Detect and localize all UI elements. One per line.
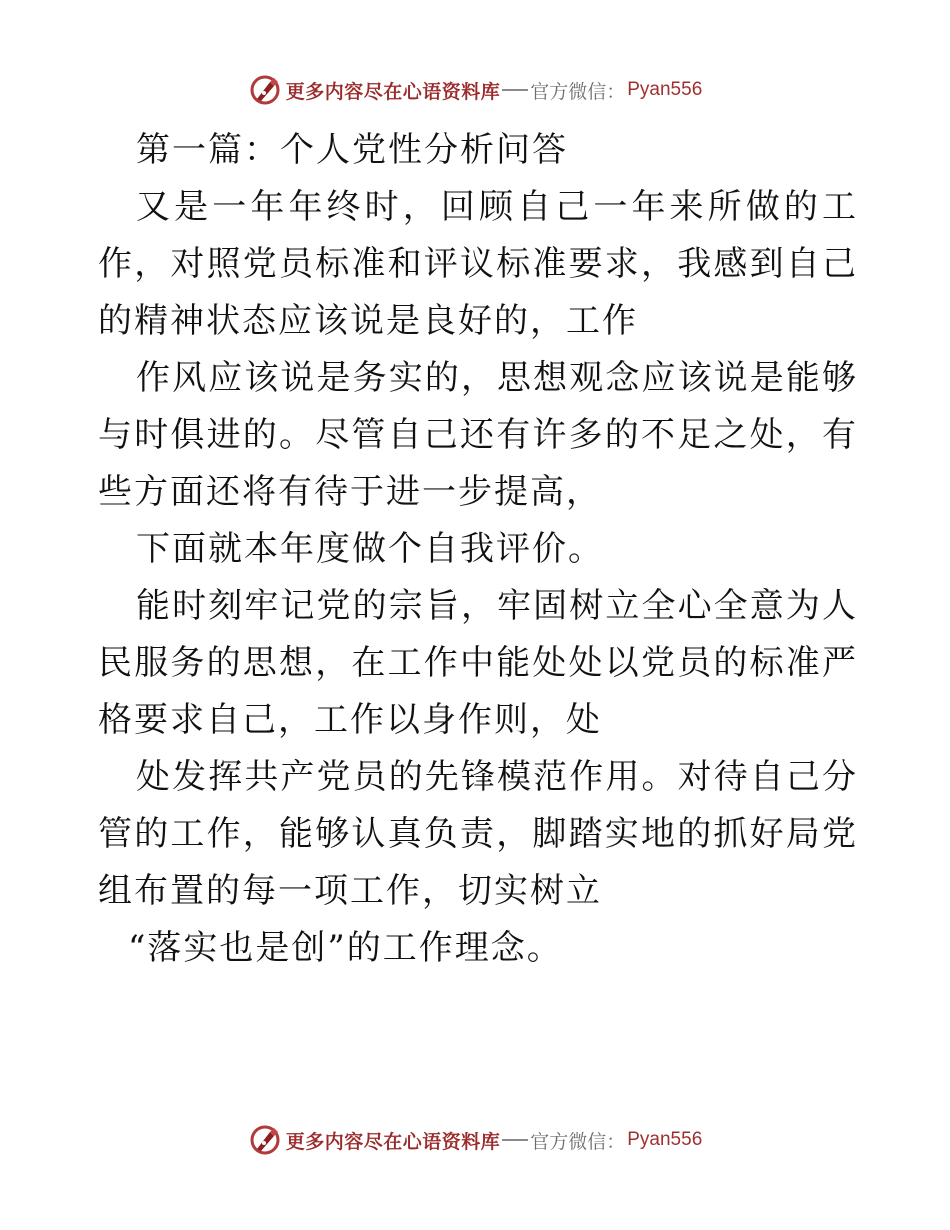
banner-text: 更多内容尽在心语资料库 bbox=[285, 80, 501, 103]
paragraph: 又是一年年终时，回顾自己一年来所做的工作，对照党员标准和评议标准要求，我感到自己的精神状态应该说是良好的，工作 bbox=[98, 187, 858, 341]
document-title: 第一篇：个人党性分析问答 bbox=[136, 130, 568, 170]
banner-dash bbox=[502, 89, 528, 91]
wechat-label: 官方微信： bbox=[530, 1130, 626, 1153]
paragraph: 作风应该说是务实的，思想观念应该说是能够与时俱进的。尽管自己还有许多的不足之处，有些方面还将有待于进一步提高， bbox=[98, 358, 858, 512]
banner-dash bbox=[502, 1139, 528, 1141]
wechat-id: Pyan556 bbox=[627, 79, 703, 100]
paragraph: 处发挥共产党员的先锋模范作用。对待自己分管的工作，能够认真负责，脚踏实地的抓好局党组布置的每一项工作，切实树立 bbox=[98, 757, 858, 911]
paragraph: “落实也是创”的工作理念。 bbox=[128, 928, 563, 968]
pen-logo-icon bbox=[248, 73, 282, 107]
header-banner bbox=[0, 70, 950, 110]
pen-logo-icon bbox=[248, 1123, 282, 1157]
wechat-id: Pyan556 bbox=[627, 1129, 703, 1150]
wechat-label: 官方微信： bbox=[530, 80, 626, 103]
paragraph: 下面就本年度做个自我评价。 bbox=[136, 529, 604, 569]
banner-text: 更多内容尽在心语资料库 bbox=[285, 1130, 501, 1153]
paragraph: 能时刻牢记党的宗旨，牢固树立全心全意为人民服务的思想，在工作中能处处以党员的标准严格要求自己，工作以身作则，处 bbox=[98, 586, 858, 740]
document-body bbox=[98, 122, 858, 977]
footer-banner bbox=[0, 1120, 950, 1160]
